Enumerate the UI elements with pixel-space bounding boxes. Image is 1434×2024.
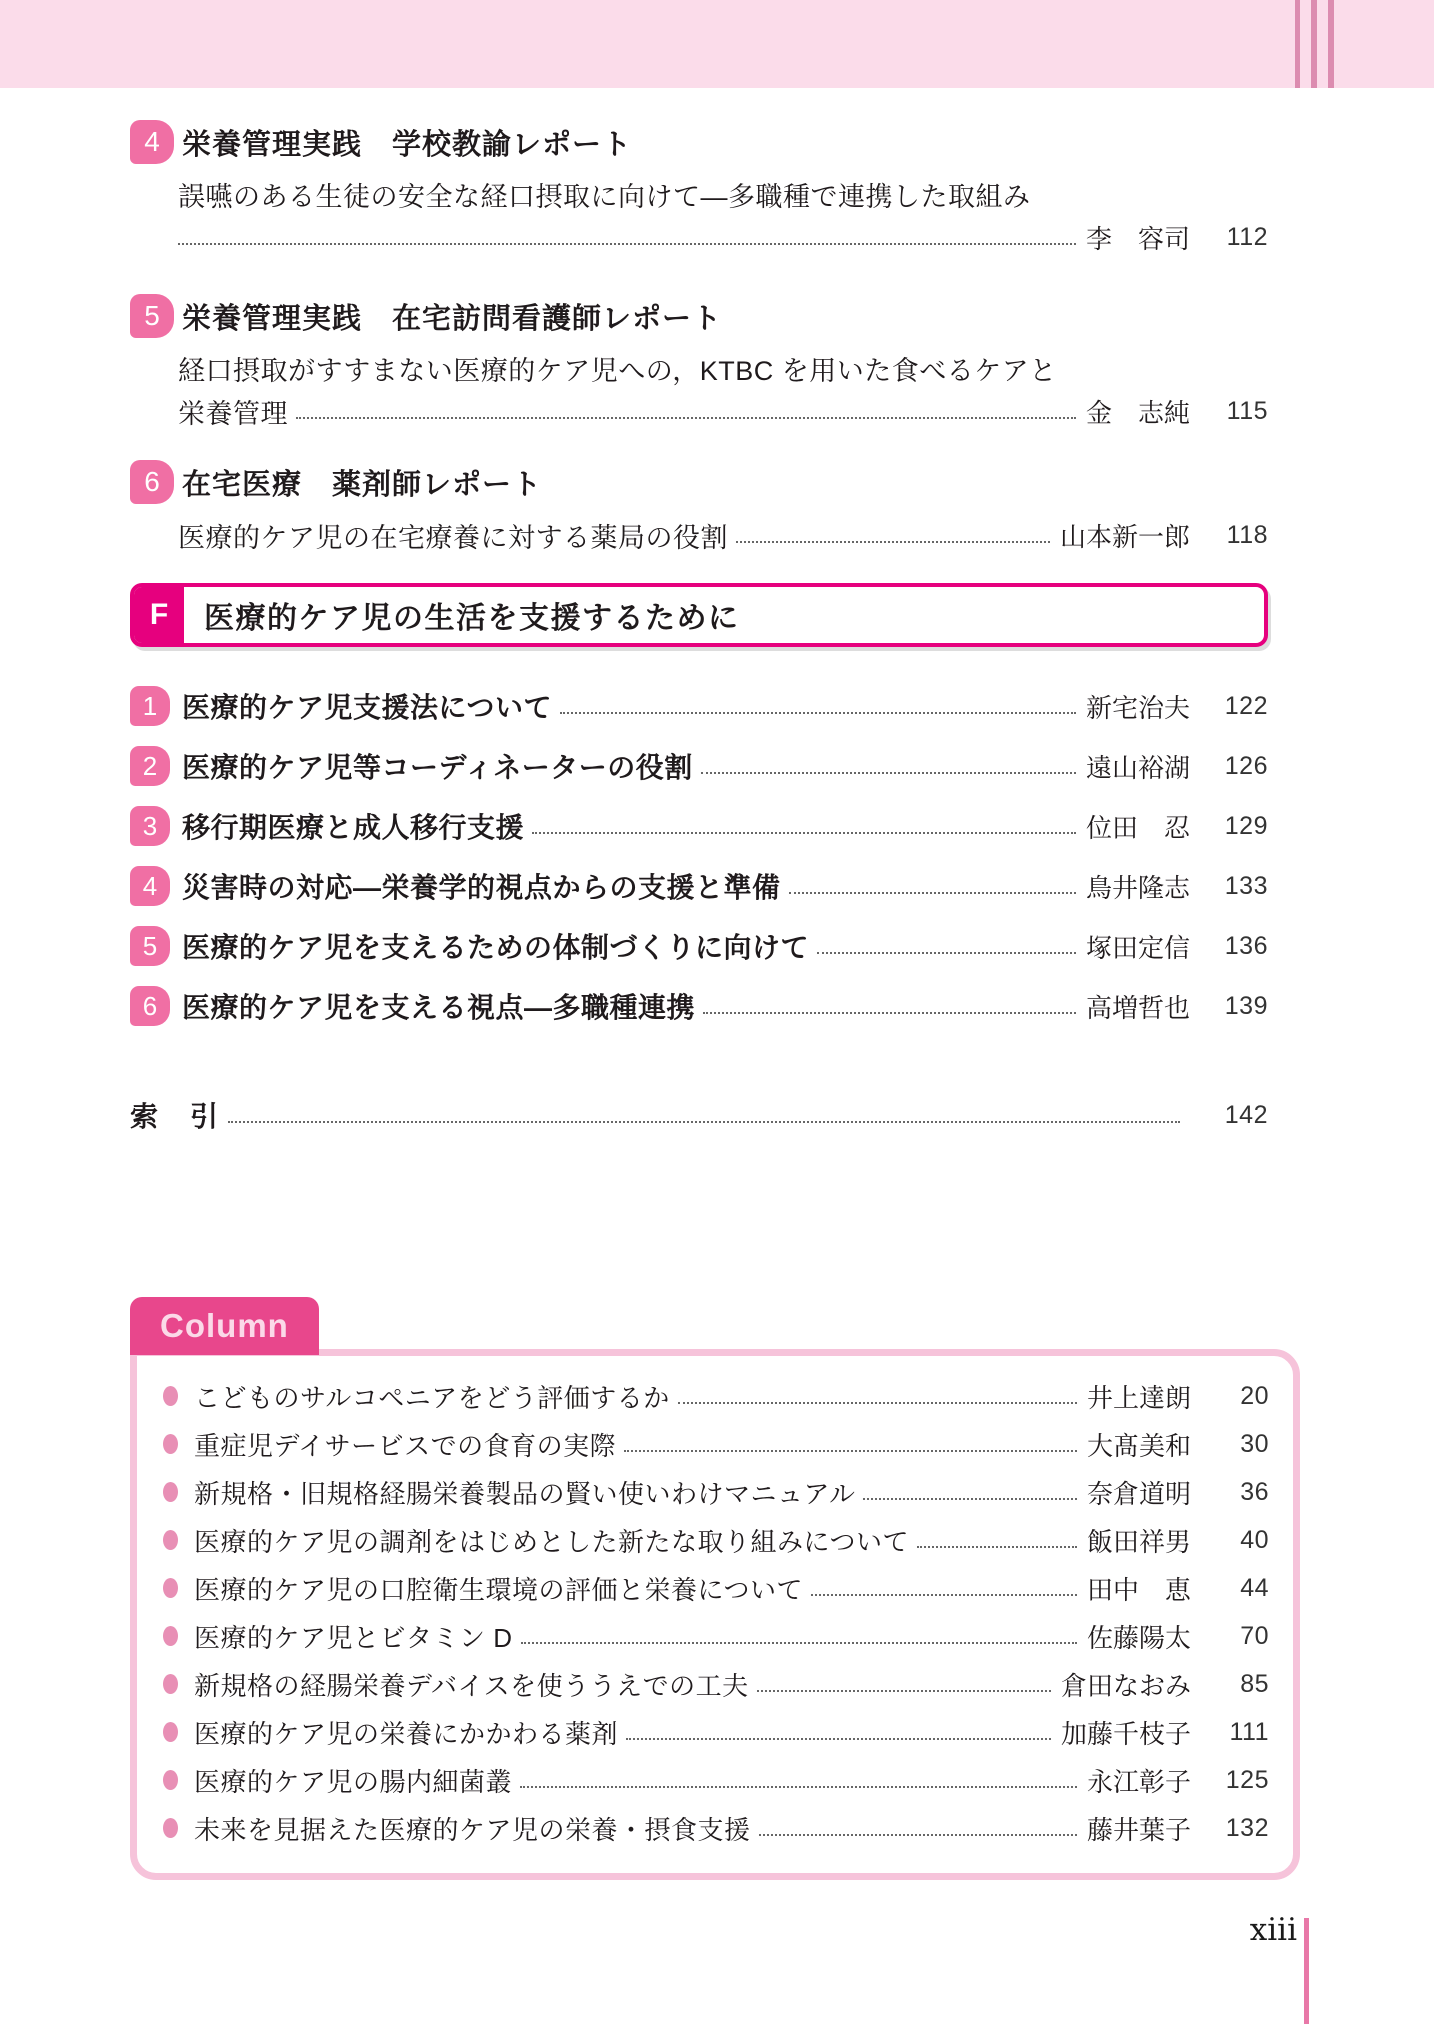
column-entry <box>163 1756 1269 1804</box>
toc-item-title: 災害時の対応―栄養学的視点からの支援と準備 <box>182 872 781 903</box>
toc-item-title: 医療的ケア児を支えるための体制づくりに向けて <box>182 932 810 963</box>
page-number: 139 <box>1224 991 1268 1020</box>
dotted-leader <box>917 1546 1077 1548</box>
toc-item-subtitle-cont: 医療的ケア児の在宅療養に対する薬局の役割 <box>178 522 728 553</box>
page-folio: xiii <box>1249 1912 1297 1948</box>
column-item-title: 新規格・旧規格経腸栄養製品の賢い使いわけマニュアル <box>194 1478 856 1509</box>
author-name: 奈倉道明 <box>1086 1479 1191 1509</box>
dotted-leader <box>703 1012 1076 1014</box>
author-name: 井上達朗 <box>1086 1383 1191 1413</box>
section-f-header <box>130 583 1268 647</box>
dotted-leader <box>532 832 1076 834</box>
bullet-icon <box>163 1578 178 1598</box>
column-item-title: 医療的ケア児の腸内細菌叢 <box>194 1766 513 1797</box>
column-item-title: こどものサルコペニアをどう評価するか <box>194 1382 670 1413</box>
page-number: 132 <box>1225 1813 1269 1842</box>
page-number: 112 <box>1226 222 1268 251</box>
page-number: 136 <box>1224 931 1268 960</box>
author-name: 田中 恵 <box>1086 1575 1191 1605</box>
page-number: 122 <box>1224 691 1268 720</box>
author-name: 大髙美和 <box>1086 1431 1191 1461</box>
column-item-title: 医療的ケア児とビタミン D <box>194 1622 513 1653</box>
toc-entry <box>130 856 1268 916</box>
page-number: 129 <box>1224 811 1268 840</box>
dotted-leader <box>626 1738 1051 1740</box>
item-number-badge: 1 <box>130 686 170 726</box>
page-number: 30 <box>1240 1429 1269 1458</box>
page-number: 126 <box>1224 751 1268 780</box>
column-item-title: 重症児デイサービスでの食育の実際 <box>194 1430 617 1461</box>
bullet-icon <box>163 1626 178 1646</box>
toc-item-title: 在宅医療 薬剤師レポート <box>182 468 543 501</box>
item-number-badge: 4 <box>130 866 170 906</box>
page-number: 115 <box>1226 396 1268 425</box>
page-number: 111 <box>1229 1717 1269 1746</box>
dotted-leader <box>296 417 1076 419</box>
column-entry <box>163 1420 1269 1468</box>
toc-item-title: 栄養管理実践 在宅訪問看護師レポート <box>182 302 723 335</box>
decor-stripe <box>1295 0 1300 88</box>
item-number-badge: 3 <box>130 806 170 846</box>
bullet-icon <box>163 1434 178 1454</box>
author-name: 塚田定信 <box>1085 933 1190 963</box>
item-number-badge: 5 <box>130 294 174 338</box>
bullet-icon <box>163 1818 178 1838</box>
dotted-leader <box>624 1450 1077 1452</box>
toc-item-title: 移行期医療と成人移行支援 <box>182 812 525 843</box>
column-entry <box>163 1372 1269 1420</box>
author-name: 藤井葉子 <box>1086 1815 1191 1845</box>
toc-entry <box>130 916 1268 976</box>
column-item-title: 医療的ケア児の口腔衛生環境の評価と栄養について <box>194 1574 803 1605</box>
toc-item-title: 医療的ケア児を支える視点―多職種連携 <box>182 992 696 1023</box>
column-item-title: 医療的ケア児の栄養にかかわる薬剤 <box>194 1718 619 1749</box>
dotted-leader <box>757 1690 1051 1692</box>
top-decor-band <box>0 0 1434 88</box>
dotted-leader <box>520 1786 1077 1788</box>
toc-item-title: 医療的ケア児等コーディネーターの役割 <box>182 752 693 783</box>
decor-stripe <box>1328 0 1334 88</box>
page-number: 133 <box>1224 871 1268 900</box>
column-item-title: 新規格の経腸栄養デバイスを使ううえでの工夫 <box>194 1670 749 1701</box>
page-number: 125 <box>1225 1765 1269 1794</box>
page-number: 36 <box>1240 1477 1269 1506</box>
author-name: 倉田なおみ <box>1060 1671 1191 1701</box>
author-name: 飯田祥男 <box>1086 1527 1191 1557</box>
bullet-icon <box>163 1770 178 1790</box>
item-number-badge: 5 <box>130 926 170 966</box>
page-number: 70 <box>1240 1621 1269 1650</box>
author-name: 山本新一郎 <box>1059 522 1190 552</box>
bullet-icon <box>163 1722 178 1742</box>
toc-report-item <box>130 118 1268 258</box>
author-name: 李 容司 <box>1085 224 1190 254</box>
index-label: 索 引 <box>130 1101 221 1132</box>
section-title: 医療的ケア児の生活を支援するために <box>204 602 740 635</box>
item-number-badge: 2 <box>130 746 170 786</box>
column-item-title: 医療的ケア児の調剤をはじめとした新たな取り組みについて <box>194 1526 909 1557</box>
bullet-icon <box>163 1674 178 1694</box>
column-entry <box>163 1612 1269 1660</box>
column-entry <box>163 1804 1269 1852</box>
page-number: 40 <box>1240 1525 1269 1554</box>
column-entry <box>163 1468 1269 1516</box>
toc-entry <box>130 676 1268 736</box>
dotted-leader <box>178 243 1076 245</box>
author-name: 加藤千枝子 <box>1060 1719 1191 1749</box>
author-name: 新宅治夫 <box>1085 693 1190 723</box>
column-panel <box>130 1349 1300 1880</box>
section-letter-badge: F <box>134 587 184 643</box>
bullet-icon <box>163 1386 178 1406</box>
toc-item-title: 栄養管理実践 学校教諭レポート <box>182 128 633 161</box>
dotted-leader <box>228 1121 1180 1123</box>
report-toc-list <box>130 118 1268 556</box>
author-name: 鳥井隆志 <box>1085 873 1190 903</box>
dotted-leader <box>521 1642 1077 1644</box>
bullet-icon <box>163 1530 178 1550</box>
dotted-leader <box>817 952 1076 954</box>
section-f-toc-list <box>130 676 1268 1036</box>
page-number: 118 <box>1226 520 1268 549</box>
author-name: 遠山裕湖 <box>1085 753 1190 783</box>
author-name: 高増哲也 <box>1085 993 1190 1023</box>
author-name: 佐藤陽太 <box>1086 1623 1191 1653</box>
toc-item-subtitle: 経口摂取がすすまない医療的ケア児への，KTBC を用いた食べるケアと <box>178 355 1057 386</box>
decor-stripe <box>1311 0 1317 88</box>
dotted-leader <box>759 1834 1077 1836</box>
page-number: 44 <box>1240 1573 1269 1602</box>
author-name: 金 志純 <box>1085 398 1190 428</box>
item-number-badge: 6 <box>130 460 174 504</box>
bullet-icon <box>163 1482 178 1502</box>
column-entry <box>163 1516 1269 1564</box>
dotted-leader <box>863 1498 1077 1500</box>
dotted-leader <box>560 712 1076 714</box>
toc-item-title: 医療的ケア児支援法について <box>182 692 552 723</box>
item-number-badge: 6 <box>130 986 170 1026</box>
toc-report-item <box>130 458 1268 556</box>
column-entry <box>163 1564 1269 1612</box>
toc-item-subtitle: 誤嚥のある生徒の安全な経口摂取に向けて―多職種で連携した取組み <box>178 181 1031 212</box>
page-number: 85 <box>1240 1669 1269 1698</box>
dotted-leader <box>701 772 1076 774</box>
decor-bar <box>1304 1918 1309 2024</box>
author-name: 永江彰子 <box>1086 1767 1191 1797</box>
page-number: 142 <box>1224 1100 1268 1129</box>
dotted-leader <box>811 1594 1077 1596</box>
author-name: 位田 忍 <box>1085 813 1190 843</box>
index-entry <box>130 1093 1268 1137</box>
column-item-title: 未来を見据えた医療的ケア児の栄養・摂食支援 <box>194 1814 751 1845</box>
item-number-badge: 4 <box>130 120 174 164</box>
dotted-leader <box>789 892 1076 894</box>
dotted-leader <box>736 541 1050 543</box>
toc-entry <box>130 796 1268 856</box>
toc-entry <box>130 736 1268 796</box>
column-entry <box>163 1660 1269 1708</box>
toc-item-subtitle-cont: 栄養管理 <box>178 398 288 429</box>
dotted-leader <box>678 1402 1077 1404</box>
column-tab: Column <box>130 1297 319 1355</box>
page-number: 20 <box>1240 1381 1269 1410</box>
toc-entry <box>130 976 1268 1036</box>
column-entry <box>163 1708 1269 1756</box>
toc-report-item <box>130 292 1268 432</box>
